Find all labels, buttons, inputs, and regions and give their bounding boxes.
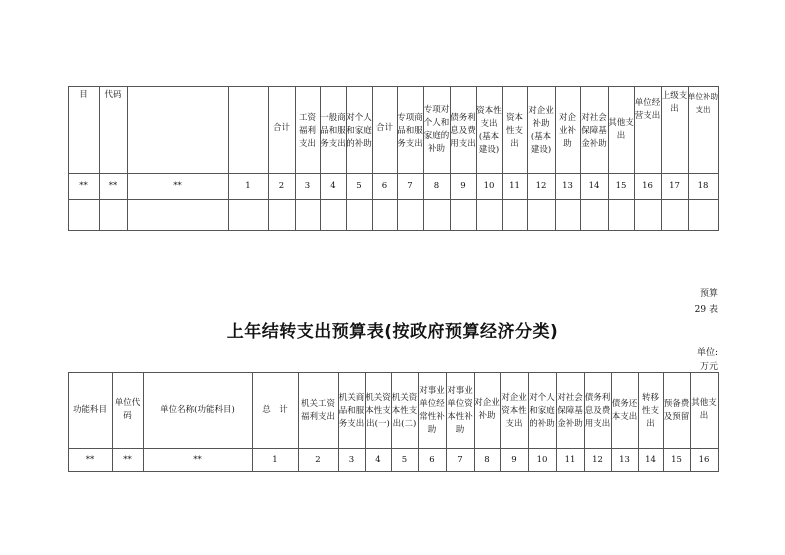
t2-index-cell: 15 (671, 454, 682, 465)
t2-index-cell: 1 (272, 454, 278, 465)
t2-index-cell: 3 (348, 454, 355, 465)
t2-index-cell: 14 (645, 454, 656, 465)
t2-index-cell: 11 (564, 454, 576, 465)
t2-header-social-security: 对社会保障基金补助 (557, 392, 583, 429)
t2-header-unit-name: 单位名称(功能科目) (160, 404, 235, 415)
unit-value: 万元 (699, 362, 718, 372)
t1-index-cell: 13 (562, 181, 573, 191)
t1-index-cell: 3 (304, 181, 311, 191)
t2-header-other: 其他支出 (691, 398, 717, 421)
t1-header-special-goods: 专项商品和服务支出 (397, 112, 423, 149)
t1-index-cell: 11 (509, 181, 520, 191)
t2-index-cell: 8 (484, 454, 490, 465)
t2-header-debt-principal: 债务还本支出 (611, 399, 638, 422)
t1-index-cell: 12 (535, 181, 547, 191)
t2-index-cell: 12 (592, 454, 603, 465)
t2-index-cell: ** (85, 454, 95, 465)
t2-index-cell: 13 (619, 454, 630, 465)
t1-index-cell: ** (108, 181, 118, 191)
t2-index-cell: 4 (375, 454, 381, 465)
t2-index-cell: 6 (429, 454, 435, 465)
t1-header-unit-operating: 单位经营支出 (634, 98, 661, 121)
t2-header-grand-total: 总 计 (262, 404, 288, 415)
t1-header-unit-subsidy: 单位补助支出 (688, 92, 718, 114)
t2-index-cell: ** (123, 454, 132, 465)
t1-index-cell: 7 (407, 181, 413, 191)
t2-index-cell: 9 (511, 454, 517, 465)
t1-header-enterprise-basic: 对企业补助(基本建设) (528, 106, 554, 155)
t2-index-cell: 16 (698, 454, 710, 465)
t1-header-code: 代码 (104, 89, 122, 100)
t2-header-unit-code: 单位代码 (114, 398, 141, 421)
t1-header-mu: 目 (79, 89, 88, 100)
t1-index-cell: 6 (381, 181, 388, 191)
unit-label: 单位: (696, 348, 718, 358)
t1-index-cell: 8 (433, 181, 440, 191)
t1-header-other: 其他支出 (608, 118, 634, 141)
t2-index-cell: 5 (401, 454, 408, 465)
t1-index-cell: 1 (245, 181, 251, 191)
t1-index-cell: 5 (356, 181, 362, 191)
t1-index-cell: 2 (278, 181, 285, 191)
t2-index-cell: ** (193, 454, 202, 465)
t2-index-cell: 10 (536, 454, 548, 465)
t1-header-enterprise: 对企业补助 (558, 112, 576, 149)
t2-header-enterprise-subsidy: 对企业补助 (474, 398, 500, 421)
t1-header-social-security: 对社会保障基金补助 (581, 112, 607, 149)
t1-header-capital: 资本性支出 (505, 112, 523, 149)
t1-index-cell: 14 (588, 181, 600, 191)
t2-header-institution-regular: 对事业单位经常性补助 (419, 386, 445, 435)
t1-header-superior: 上级支出 (661, 91, 688, 114)
t2-header-personal-family: 对个人和家庭的补助 (529, 392, 555, 429)
t1-index-cell: ** (79, 181, 88, 191)
t1-header-special-personal: 专项对个人和家庭的补助 (423, 105, 450, 154)
t1-header-total: 合计 (272, 122, 290, 133)
page-title: 上年结转支出预算表(按政府预算经济分类) (226, 322, 559, 342)
t1-header-goods: 一般商品和服务支出 (320, 112, 346, 149)
t1-index-cell: ** (173, 181, 182, 191)
t1-header-personal: 对个人和家庭的补助 (346, 112, 372, 149)
t1-index-cell: 10 (483, 181, 495, 191)
t2-header-agency-capital-2: 机关资本性支出(二) (391, 392, 418, 429)
t1-index-cell: 16 (642, 181, 653, 191)
t2-header-transfer: 转移性支出 (641, 392, 659, 429)
t1-index-cell: 18 (697, 181, 709, 191)
t2-header-institution-capital: 对事业单位资本性补助 (447, 386, 473, 435)
t1-header-capital-basic: 资本性支出(基本建设) (476, 106, 502, 155)
t1-header-debt-interest: 债务利息及费用支出 (450, 112, 476, 149)
t2-header-agency-capital-1: 机关资本性支出(一) (365, 392, 391, 429)
t2-header-debt-interest: 债务利息及费用支出 (584, 392, 611, 429)
page-label: 预算 (699, 289, 718, 299)
page-number: 29 表 (694, 305, 718, 315)
t1-index-cell: 15 (615, 181, 627, 191)
t2-header-agency-goods: 机关商品和服务支出 (338, 392, 365, 429)
t2-header-agency-salary: 机关工资福利支出 (300, 399, 335, 422)
t2-header-function-subject: 功能科目 (72, 404, 107, 415)
t2-index-cell: 2 (315, 454, 321, 465)
t2-header-enterprise-capital: 对企业资本性支出 (501, 392, 527, 429)
t1-index-cell: 9 (460, 181, 466, 191)
t1-header-total-2: 合计 (375, 122, 393, 133)
t2-header-reserve: 预备费及预留 (663, 399, 690, 422)
t2-index-cell: 7 (457, 454, 463, 465)
t1-index-cell: 17 (669, 181, 680, 191)
t1-index-cell: 4 (330, 181, 336, 191)
t1-header-salary: 工资福利支出 (298, 112, 316, 149)
